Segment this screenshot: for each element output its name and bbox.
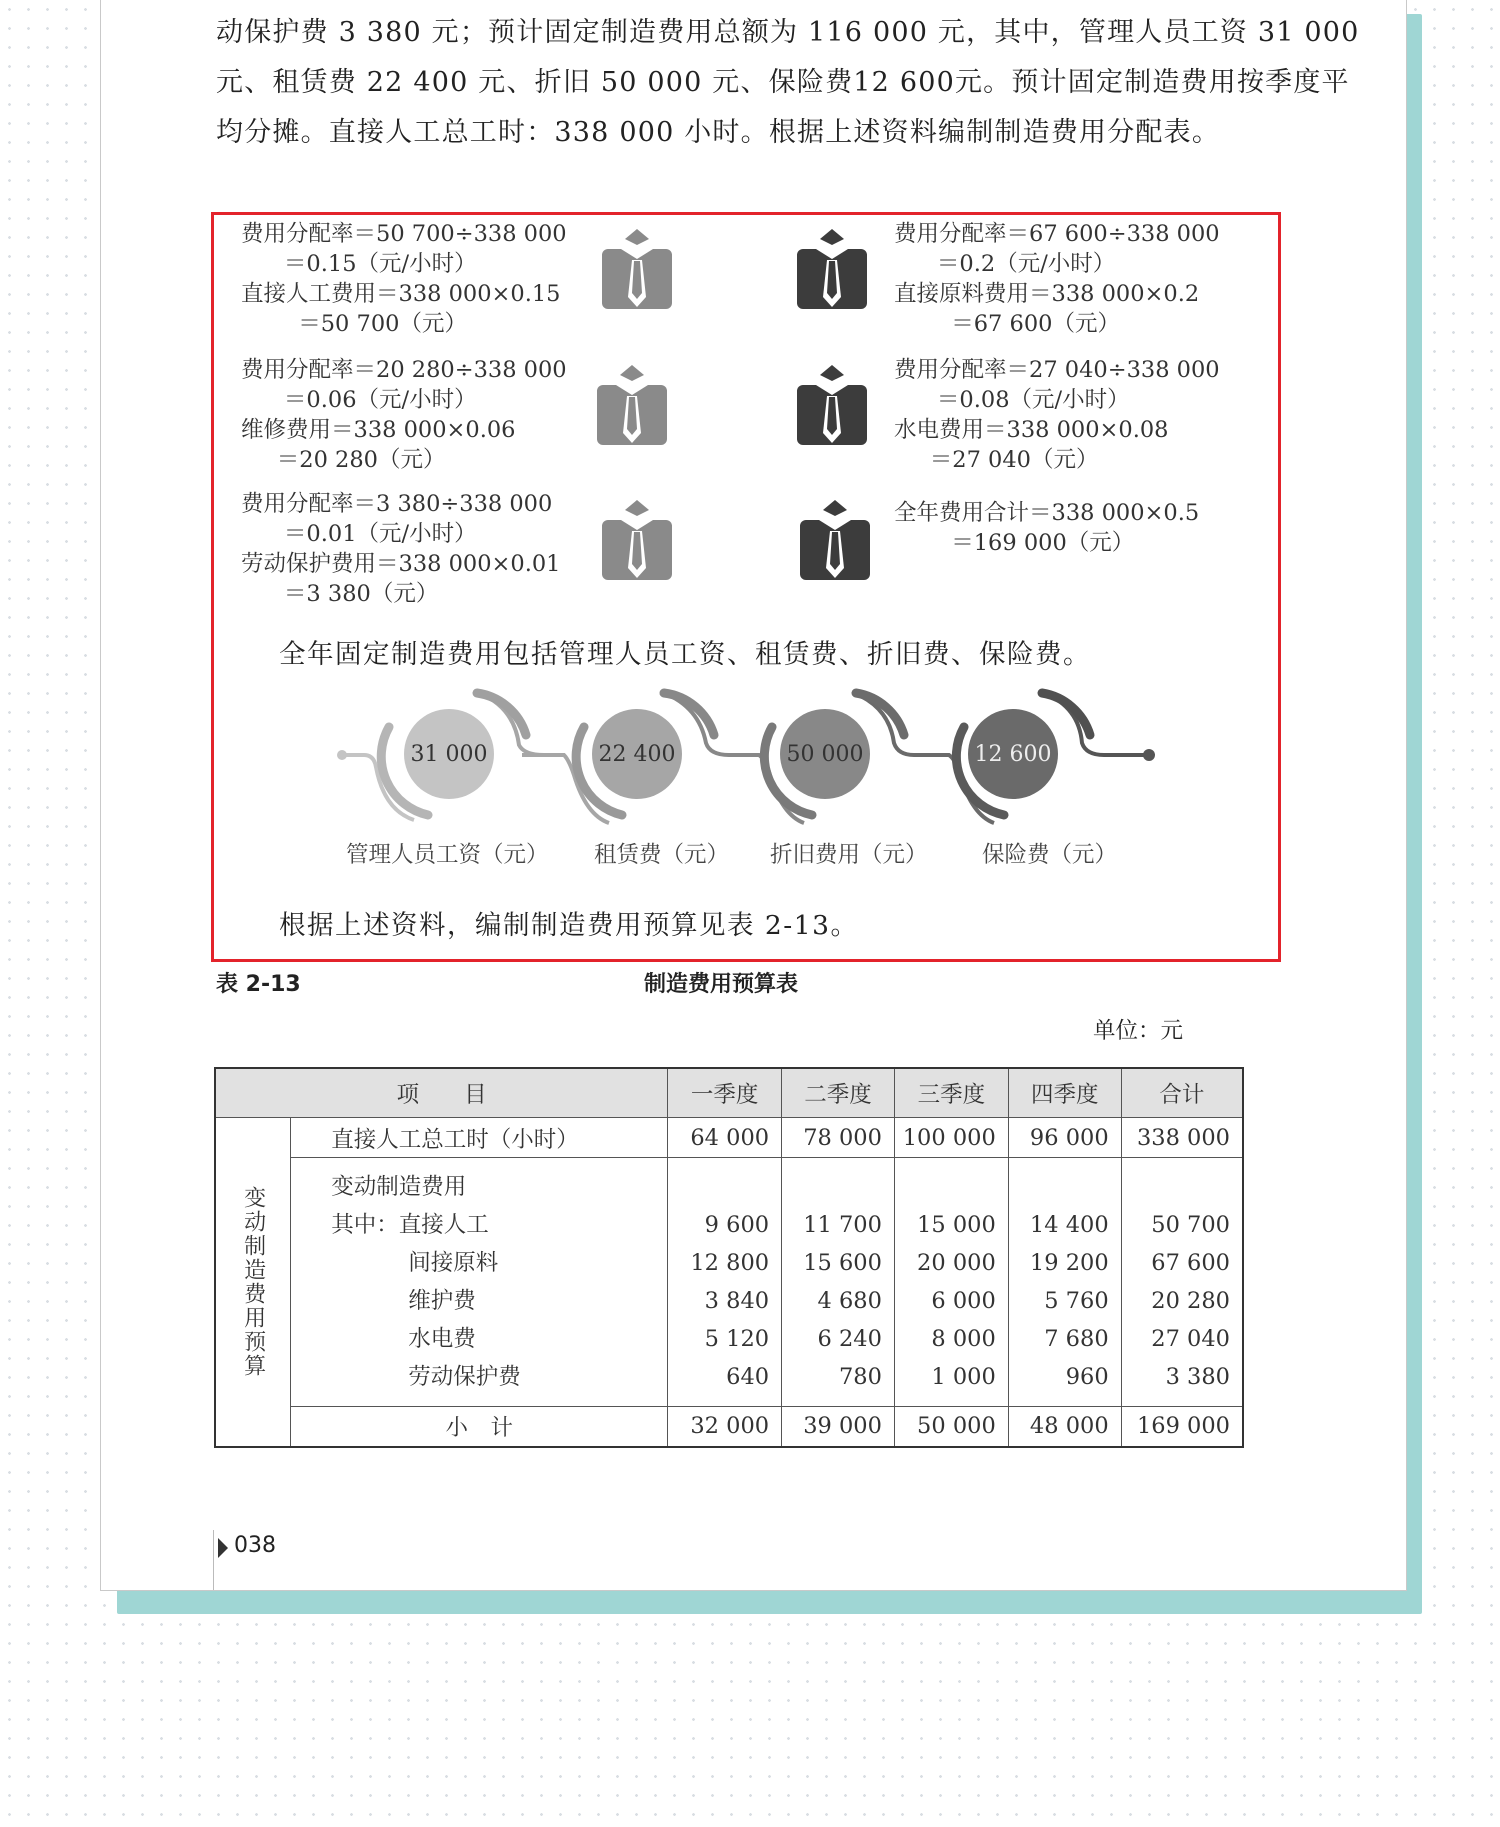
formula-line: ＝0.15（元/小时）	[241, 251, 477, 277]
formula-line: 费用分配率＝50 700÷338 000	[241, 221, 567, 247]
table-cell: 3 380	[1165, 1364, 1230, 1390]
q1-values-cell	[668, 1158, 782, 1407]
table-cell: 960	[1065, 1364, 1109, 1390]
table-cell: 6 000	[931, 1288, 996, 1314]
table-cell: 8 000	[931, 1326, 996, 1352]
table-cell: 50 000	[894, 1407, 1008, 1447]
q3-values-cell	[894, 1158, 1008, 1407]
table-cell: 27 040	[1151, 1326, 1230, 1352]
table-cell: 20 280	[1151, 1288, 1230, 1314]
row-label: 其中：直接人工	[331, 1212, 489, 1238]
formula-line: ＝0.2（元/小时）	[894, 251, 1116, 277]
formula-line: ＝67 600（元）	[894, 311, 1120, 337]
highlight-box	[211, 212, 1281, 962]
header-total: 合计	[1121, 1068, 1243, 1118]
table-number: 表 2-13	[216, 972, 301, 997]
q2-values-cell	[782, 1158, 895, 1407]
fixed-cost-label: 管理人员工资（元）	[346, 842, 549, 868]
timeline-start-dot	[337, 750, 347, 760]
row-label: 水电费	[408, 1326, 476, 1352]
table-cell: 4 680	[817, 1288, 882, 1314]
table-cell: 14 400	[1029, 1212, 1109, 1238]
row-label: 劳动保护费	[408, 1364, 521, 1390]
formula-line: ＝0.06（元/小时）	[241, 387, 477, 413]
closing-sentence: 根据上述资料，编制制造费用预算见表 2-13。	[279, 910, 859, 941]
table-title: 制造费用预算表	[644, 972, 799, 997]
formula-line: 全年费用合计＝338 000×0.5	[894, 500, 1200, 526]
row-label: 维护费	[408, 1288, 476, 1314]
row-label: 间接原料	[408, 1250, 499, 1276]
header-q4: 四季度	[1008, 1068, 1121, 1118]
table-cell: 338 000	[1121, 1118, 1243, 1158]
formula-line: 劳动保护费用＝338 000×0.01	[241, 551, 561, 577]
table-cell: 64 000	[668, 1118, 782, 1158]
fixed-cost-summary: 全年固定制造费用包括管理人员工资、租赁费、折旧费、保险费。	[279, 639, 1091, 670]
table-cell: 12 800	[690, 1250, 770, 1276]
table-cell: 1 000	[931, 1364, 996, 1390]
formula-line: ＝50 700（元）	[241, 311, 467, 337]
table-cell: 15 600	[803, 1250, 882, 1276]
book-page	[100, 0, 1407, 1591]
group-label: 变动制造费用	[331, 1174, 467, 1200]
table-cell: 32 000	[668, 1407, 782, 1447]
hours-label: 直接人工总工时（小时）	[291, 1118, 668, 1158]
table-cell: 78 000	[782, 1118, 895, 1158]
fixed-cost-label: 租赁费（元）	[594, 842, 730, 868]
page-margin-line	[213, 1530, 214, 1590]
total-values-cell	[1121, 1158, 1243, 1407]
q4-values-cell	[1008, 1158, 1121, 1407]
fixed-cost-label: 保险费（元）	[982, 842, 1118, 868]
formula-line: 费用分配率＝3 380÷338 000	[241, 491, 553, 517]
table-cell: 780	[838, 1364, 882, 1390]
table-cell: 5 120	[704, 1326, 770, 1352]
subtotal-label: 小 计	[291, 1407, 668, 1447]
table-cell: 9 600	[704, 1212, 770, 1238]
subtotal-row	[215, 1407, 1243, 1447]
table-cell: 7 680	[1044, 1326, 1109, 1352]
table-cell: 640	[726, 1364, 770, 1390]
table-cell: 96 000	[1008, 1118, 1121, 1158]
budget-table	[214, 1067, 1244, 1448]
table-cell: 169 000	[1121, 1407, 1243, 1447]
side-label: 变动制造费用预算	[240, 1185, 266, 1378]
table-cell: 19 200	[1029, 1250, 1109, 1276]
table-cell: 100 000	[894, 1118, 1008, 1158]
formula-line: ＝20 280（元）	[241, 447, 446, 473]
formula-line: 费用分配率＝20 280÷338 000	[241, 357, 567, 383]
header-q1: 一季度	[668, 1068, 782, 1118]
formula-line: 直接人工费用＝338 000×0.15	[241, 281, 561, 307]
table-cell: 11 700	[803, 1212, 882, 1238]
formula-line: 费用分配率＝67 600÷338 000	[894, 221, 1220, 247]
fixed-cost-circle: 31 000	[404, 709, 494, 799]
formula-line: 直接原料费用＝338 000×0.2	[894, 281, 1200, 307]
fixed-cost-circle: 50 000	[780, 709, 870, 799]
table-unit: 单位：元	[1093, 1018, 1184, 1044]
fixed-cost-circle: 22 400	[592, 709, 682, 799]
table-cell: 48 000	[1008, 1407, 1121, 1447]
formula-line: ＝0.08（元/小时）	[894, 387, 1130, 413]
fixed-cost-circle: 12 600	[968, 709, 1058, 799]
formula-line: ＝0.01（元/小时）	[241, 521, 477, 547]
page-number: 038	[234, 1533, 276, 1558]
formula-line: ＝27 040（元）	[894, 447, 1099, 473]
table-row	[215, 1158, 1243, 1407]
table-cell: 15 000	[917, 1212, 996, 1238]
formula-line: 维修费用＝338 000×0.06	[241, 417, 516, 443]
formula-line: 水电费用＝338 000×0.08	[894, 417, 1169, 443]
timeline-end-dot	[1143, 749, 1155, 761]
intro-paragraph: 动保护费 3 380 元；预计固定制造费用总额为 116 000 元，其中，管理人员工资 31 000 元、租赁费 22 400 元、折旧 50 000 元、保险费12 600元。预计固定制造费用按季度平均分摊。直接人工总工时：338 000 小时。根据上述资料编制制造费用分配表。	[216, 17, 1360, 148]
header-q2: 二季度	[782, 1068, 895, 1118]
formula-line: ＝169 000（元）	[894, 530, 1135, 556]
header-q3: 三季度	[894, 1068, 1008, 1118]
table-cell: 6 240	[817, 1326, 882, 1352]
table-cell: 20 000	[917, 1250, 996, 1276]
table-cell: 39 000	[782, 1407, 895, 1447]
table-cell: 67 600	[1151, 1250, 1230, 1276]
detail-labels-cell	[291, 1158, 668, 1407]
header-item: 项 目	[215, 1068, 668, 1118]
formula-line: 费用分配率＝27 040÷338 000	[894, 357, 1220, 383]
fixed-cost-label: 折旧费用（元）	[770, 842, 928, 868]
table-row	[215, 1118, 1243, 1158]
formula-line: ＝3 380（元）	[241, 581, 439, 607]
table-cell: 3 840	[704, 1288, 770, 1314]
table-cell: 5 760	[1044, 1288, 1109, 1314]
page-marker-icon	[217, 1537, 229, 1559]
side-label-cell	[215, 1118, 291, 1447]
table-header-row	[215, 1068, 1243, 1118]
table-cell: 50 700	[1151, 1212, 1230, 1238]
